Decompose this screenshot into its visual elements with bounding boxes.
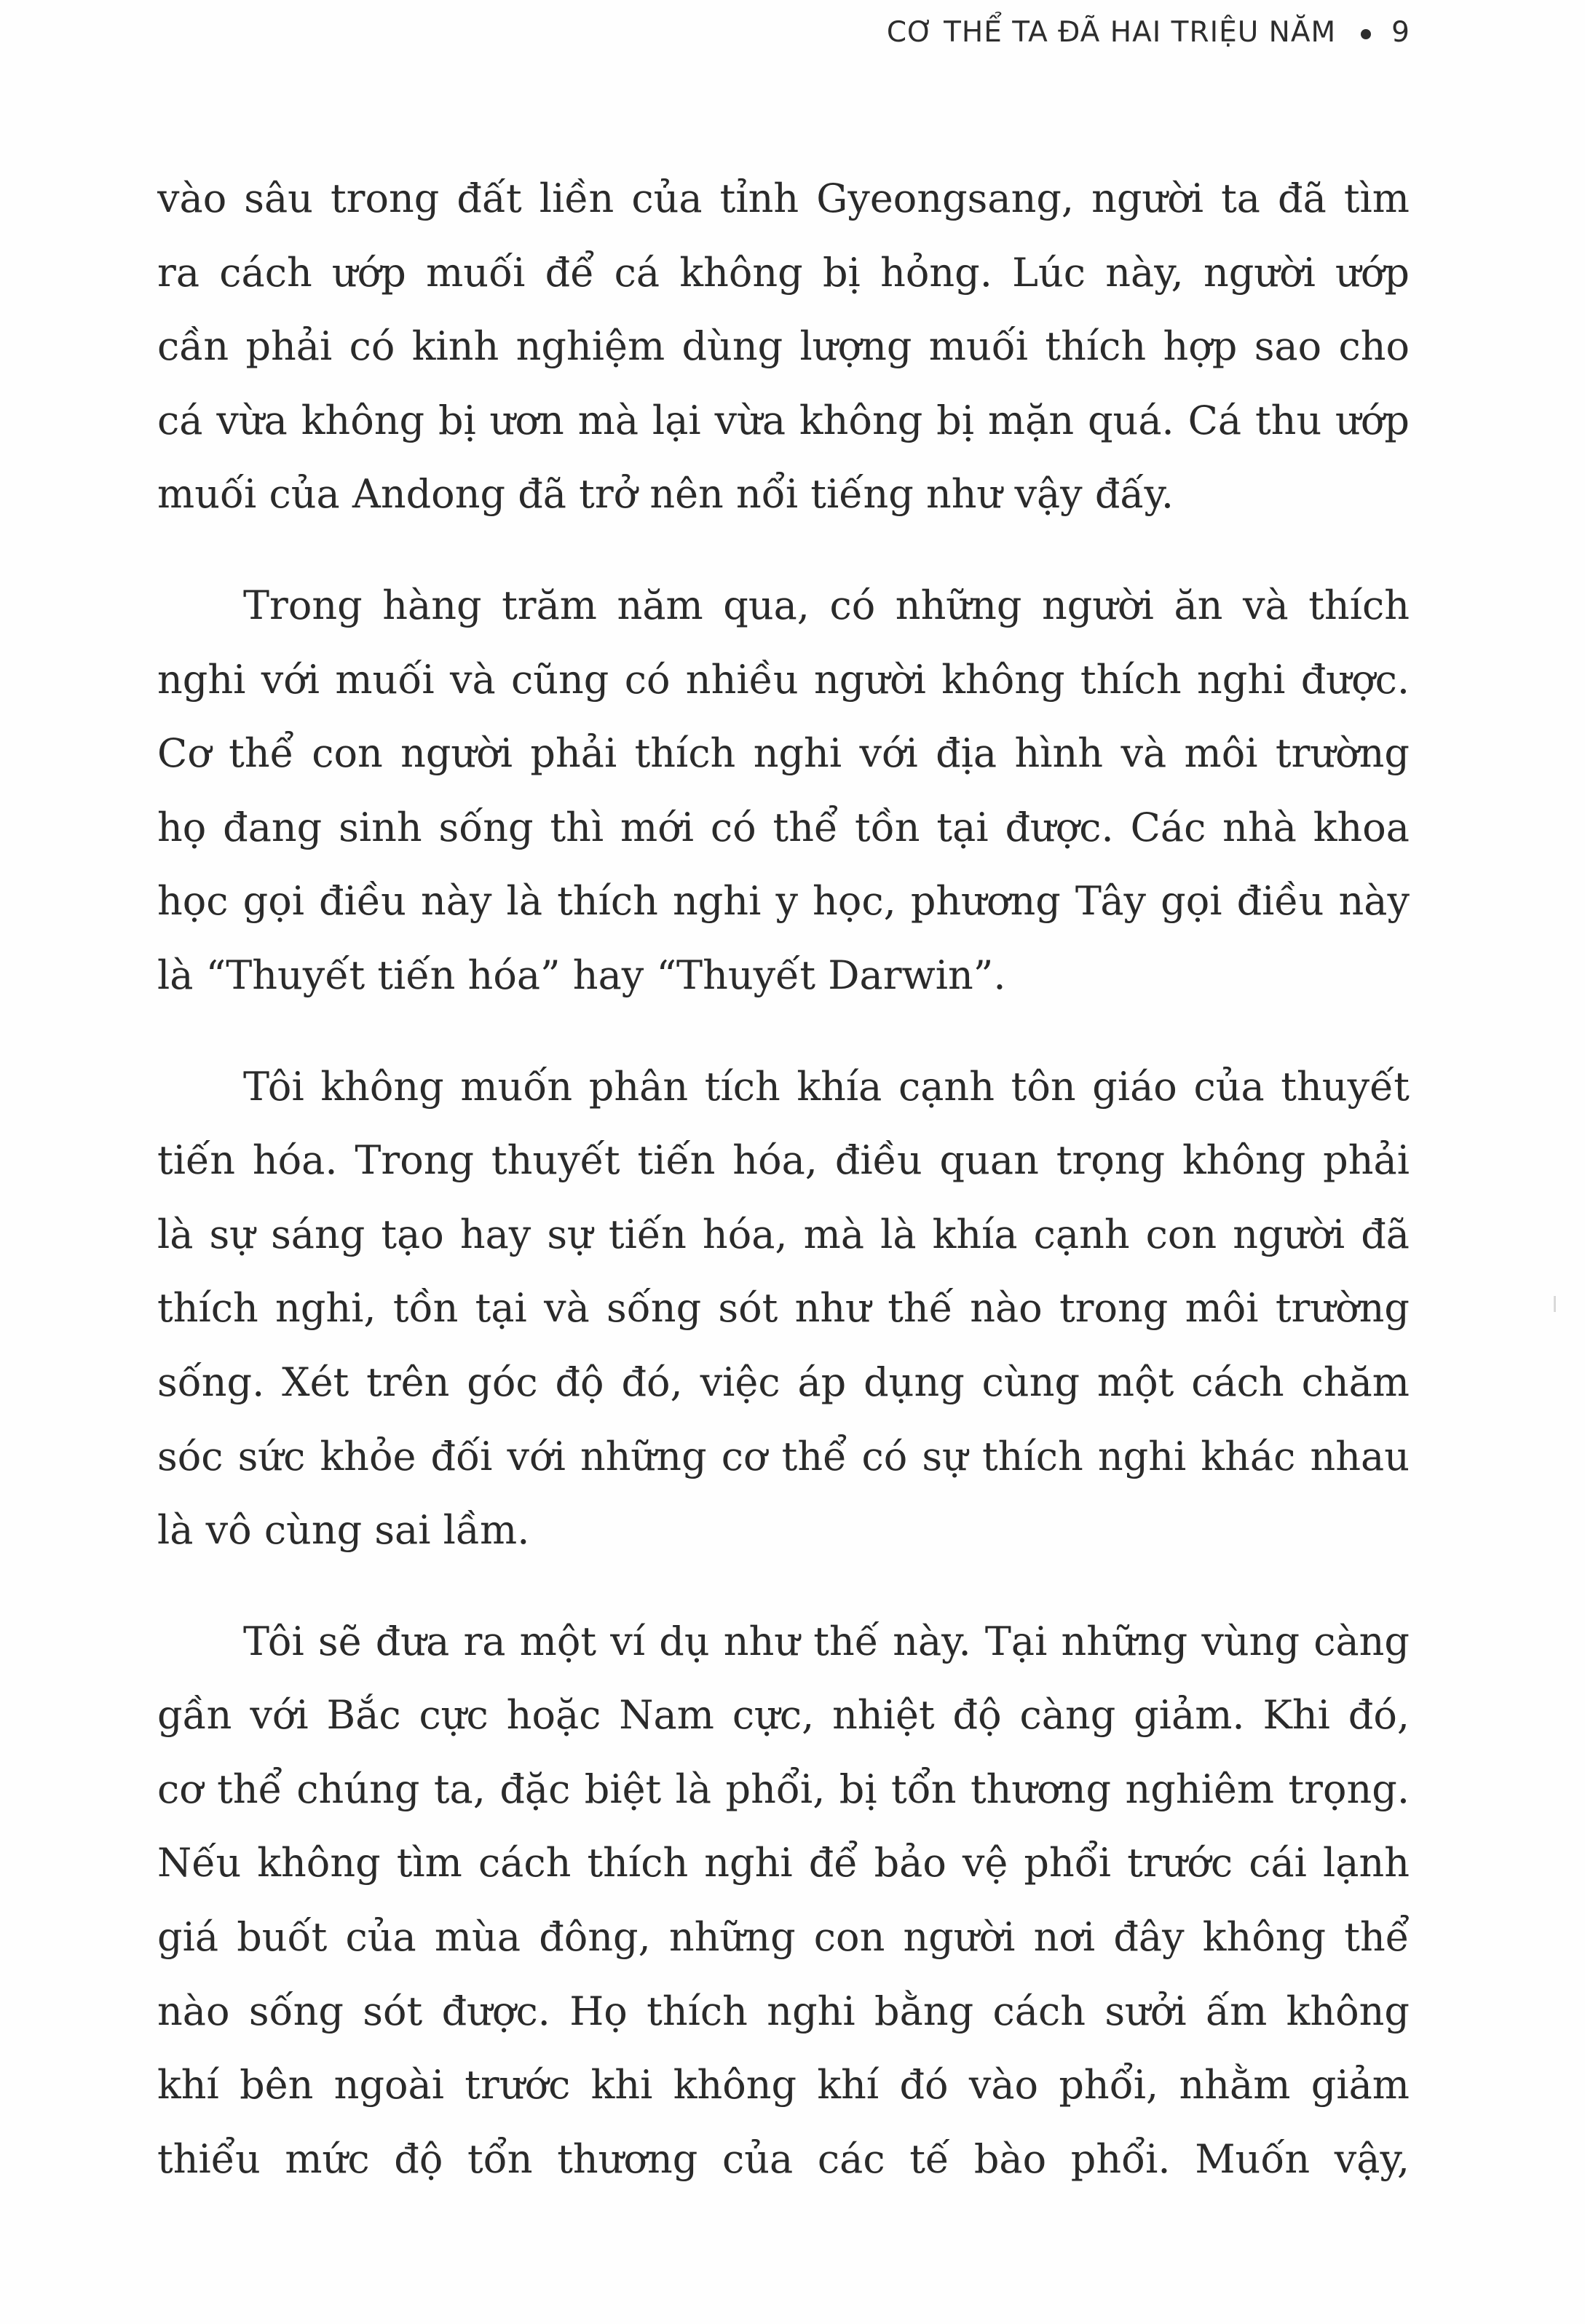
text-line: vào sâu trong đất liền của tỉnh Gyeongsang, người ta đã tìm <box>157 175 1410 221</box>
text-line: khí bên ngoài trước khi không khí đó vào phổi, nhằm giảm <box>157 2062 1410 2108</box>
text-line: cần phải có kinh nghiệm dùng lượng muối thích hợp sao cho <box>157 323 1410 370</box>
text-line: muối của Andong đã trở nên nổi tiếng như vậy đấy. <box>157 471 1174 518</box>
text-line: Tôi sẽ đưa ra một ví dụ như thế này. Tại những vùng càng <box>243 1618 1410 1664</box>
running-header <box>887 16 1410 49</box>
text-line: cơ thể chúng ta, đặc biệt là phổi, bị tổn thương nghiêm trọng. <box>157 1766 1410 1812</box>
text-line: ra cách ướp muối để cá không bị hỏng. Lúc này, người ướp <box>157 249 1410 296</box>
text-line: nghi với muối và cũng có nhiều người không thích nghi được. <box>157 656 1410 703</box>
paragraph-1 <box>157 162 1410 531</box>
paragraph-spacer <box>157 1013 1410 1050</box>
scan-artifact-mark <box>1554 1296 1556 1312</box>
body-text <box>157 162 1410 2196</box>
text-line: giá buốt của mùa đông, những con người nơi đây không thể <box>157 1914 1410 1961</box>
text-line: nào sống sót được. Họ thích nghi bằng cách sưởi ấm không <box>157 1988 1410 2034</box>
text-line: Tôi không muốn phân tích khía cạnh tôn giáo của thuyết <box>243 1063 1410 1110</box>
text-line: là vô cùng sai lầm. <box>157 1507 530 1554</box>
text-line: là “Thuyết tiến hóa” hay “Thuyết Darwin”. <box>157 952 1006 998</box>
text-line: Trong hàng trăm năm qua, có những người ăn và thích <box>243 582 1410 628</box>
text-line: họ đang sinh sống thì mới có thể tồn tại được. Các nhà khoa <box>157 804 1410 850</box>
text-line: tiến hóa. Trong thuyết tiến hóa, điều quan trọng không phải <box>157 1137 1410 1184</box>
text-line: học gọi điều này là thích nghi y học, phương Tây gọi điều này <box>157 878 1410 925</box>
paragraph-2 <box>157 569 1410 1013</box>
page-number: 9 <box>1391 16 1410 49</box>
text-line: thích nghi, tồn tại và sống sót như thế nào trong môi trường <box>157 1285 1410 1332</box>
paragraph-spacer <box>157 531 1410 569</box>
text-line: sóc sức khỏe đối với những cơ thể có sự thích nghi khác nhau <box>157 1433 1410 1479</box>
paragraph-spacer <box>157 1568 1410 1605</box>
text-line: thiểu mức độ tổn thương của các tế bào phổi. Muốn vậy, <box>157 2135 1410 2182</box>
text-line: Cơ thể con người phải thích nghi với địa hình và môi trường <box>157 730 1410 777</box>
text-line: Nếu không tìm cách thích nghi để bảo vệ phổi trước cái lạnh <box>157 1840 1410 1886</box>
text-line: là sự sáng tạo hay sự tiến hóa, mà là khía cạnh con người đã <box>157 1211 1410 1257</box>
header-bullet-separator <box>1361 29 1371 39</box>
paragraph-4 <box>157 1605 1410 2197</box>
paragraph-3 <box>157 1050 1410 1568</box>
running-title: CƠ THỂ TA ĐÃ HAI TRIỆU NĂM <box>886 16 1337 49</box>
text-line: sống. Xét trên góc độ đó, việc áp dụng cùng một cách chăm <box>157 1359 1410 1405</box>
text-line: gần với Bắc cực hoặc Nam cực, nhiệt độ càng giảm. Khi đó, <box>157 1692 1410 1739</box>
text-line: cá vừa không bị ươn mà lại vừa không bị mặn quá. Cá thu ướp <box>157 397 1410 443</box>
